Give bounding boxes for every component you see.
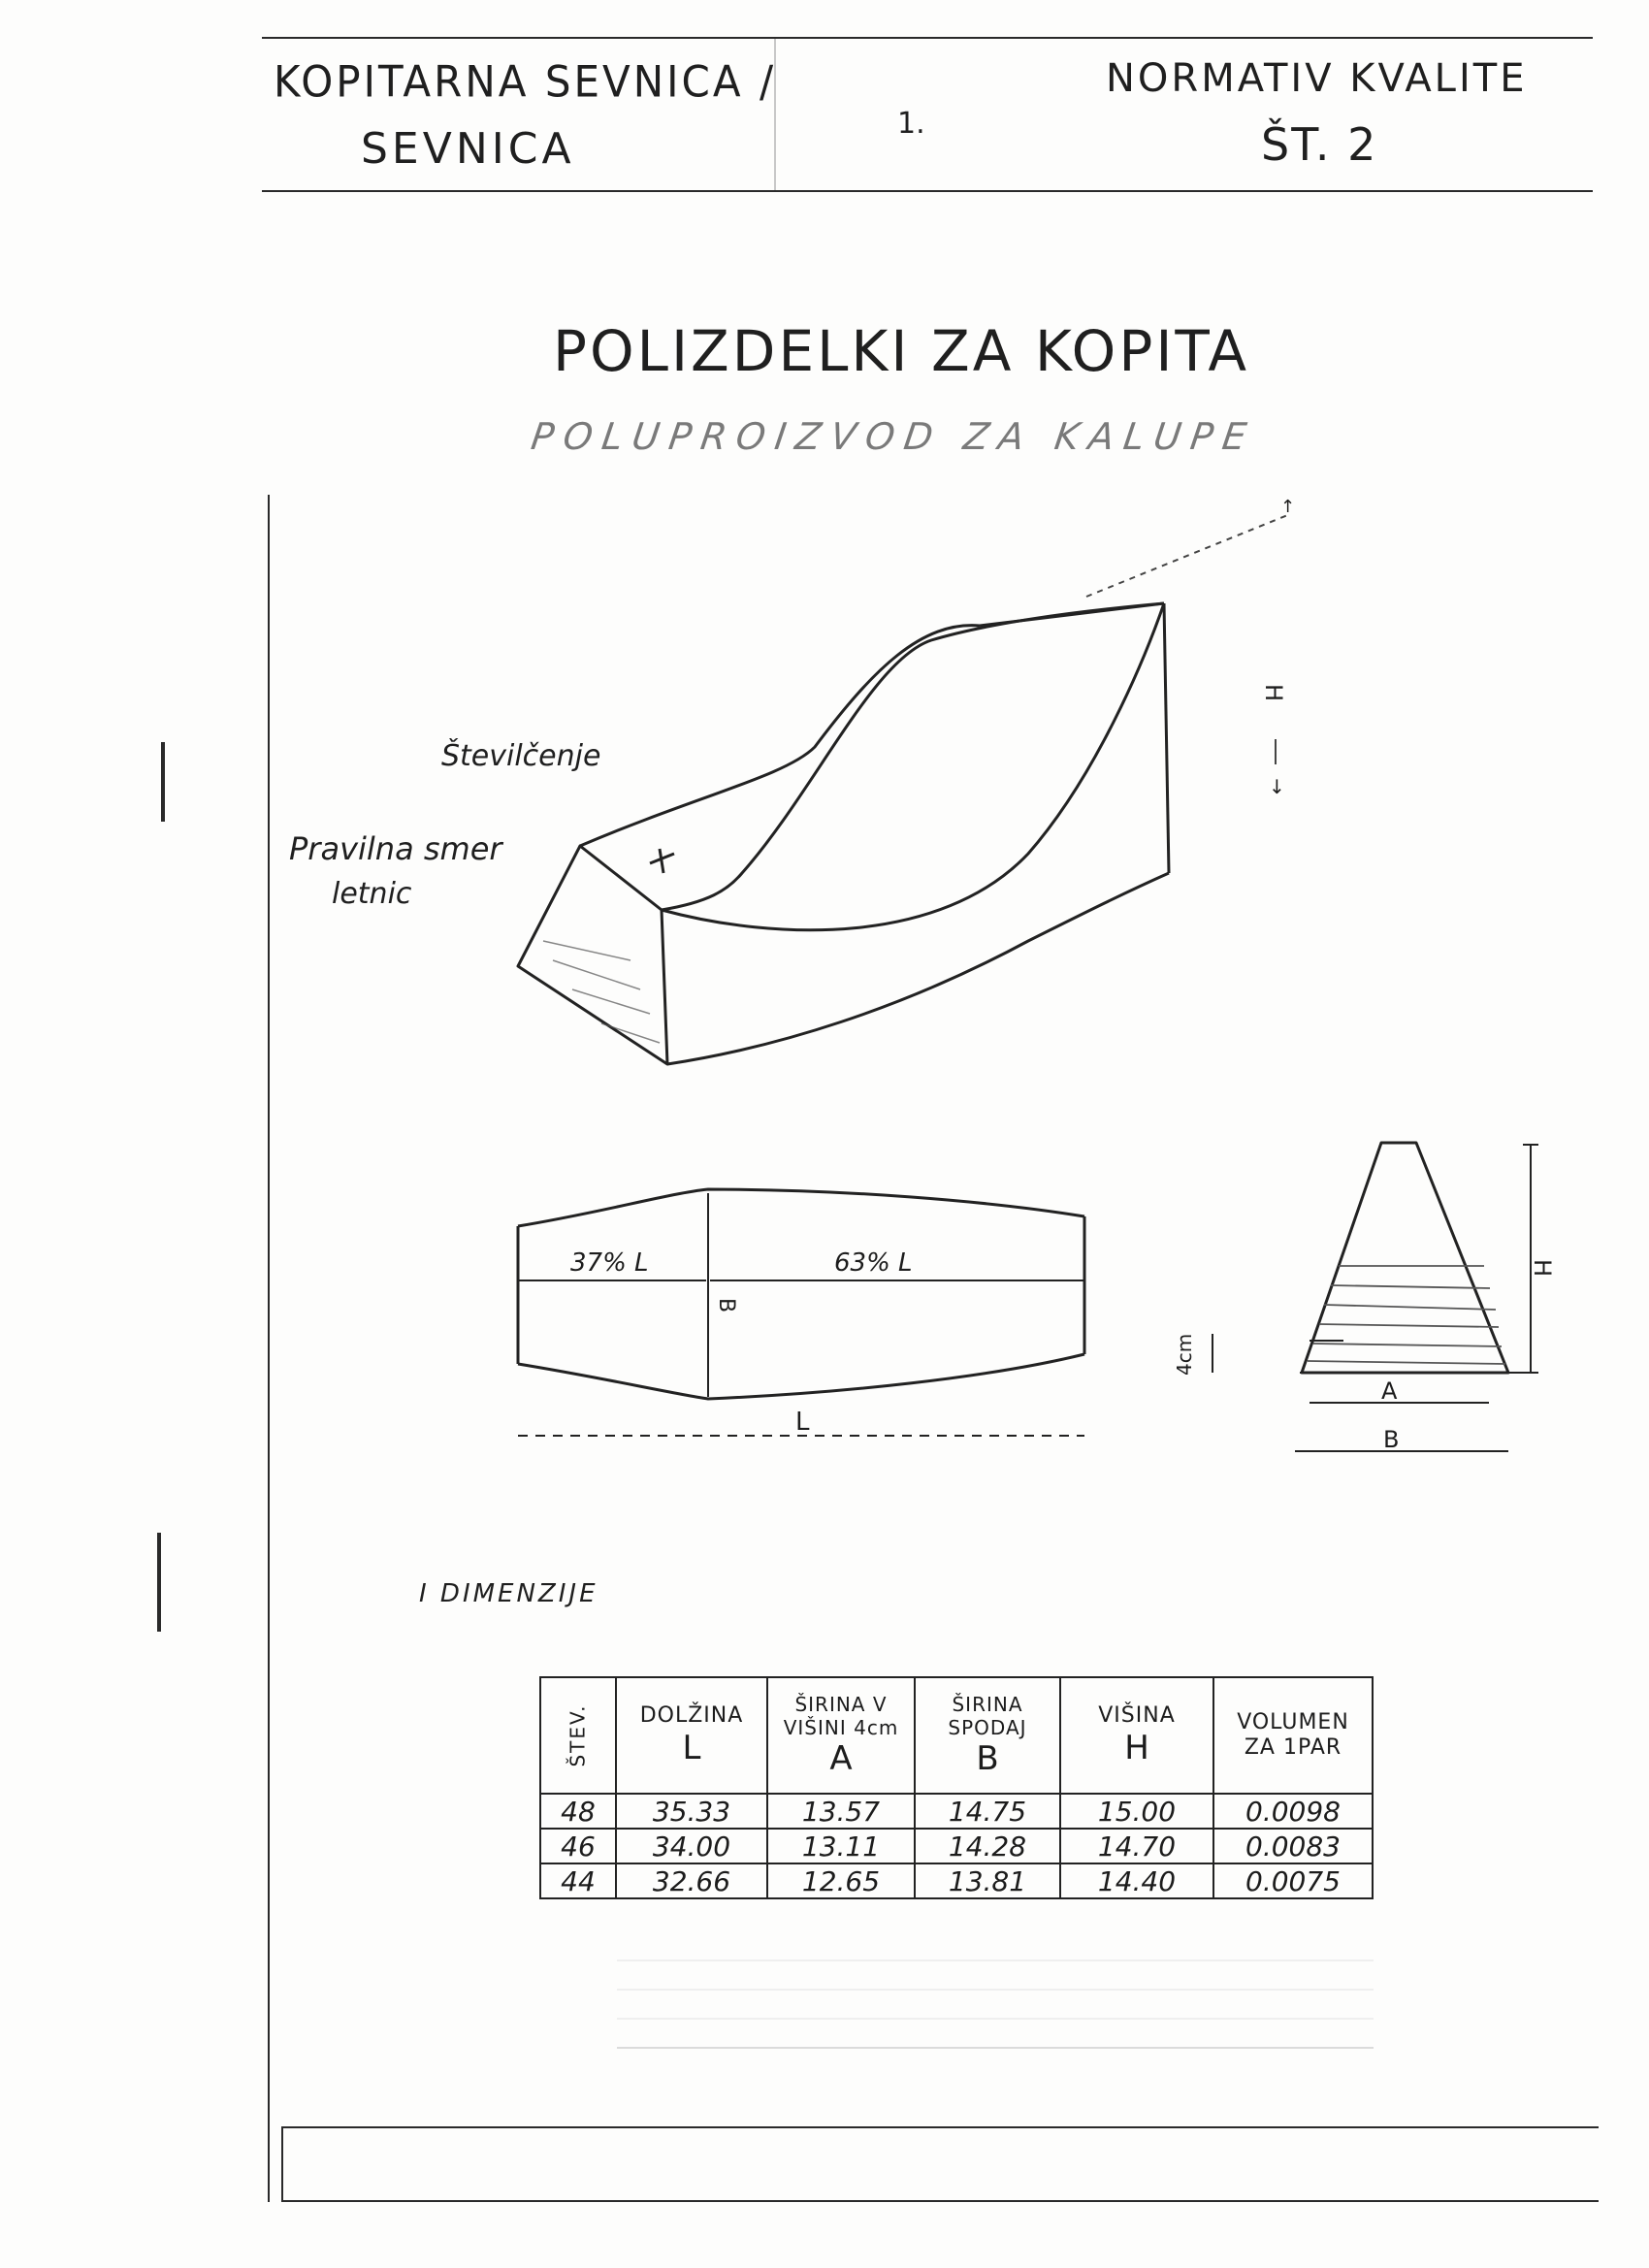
cell-height: 14.40: [1060, 1863, 1213, 1898]
block-3d-drawing: [485, 485, 1358, 1086]
header-width-top: ŠIRINA V VIŠINI 4cm A: [767, 1677, 915, 1794]
cell-volume: 0.0075: [1213, 1863, 1373, 1898]
table-row: [540, 1829, 1373, 1863]
binder-mark-bottom: [157, 1533, 161, 1632]
cell-length: 35.33: [616, 1794, 767, 1829]
table-header-row: [540, 1677, 1373, 1794]
header-length: DOLŽINA L: [616, 1677, 767, 1794]
cell-width-bottom: 14.75: [915, 1794, 1060, 1829]
cell-size: 48: [540, 1794, 616, 1829]
table-row: [540, 1794, 1373, 1829]
footer-left-line: [281, 2126, 283, 2202]
header-width-bottom: ŠIRINA SPODAJ B: [915, 1677, 1060, 1794]
document-type: NORMATIV KVALITE: [1106, 56, 1528, 101]
page-title: POLIZDELKI ZA KOPITA: [553, 318, 1250, 384]
block-bottom-edge: [667, 873, 1169, 1064]
height-label: H: [1260, 684, 1287, 702]
page-number: 1.: [897, 107, 925, 141]
cell-length: 34.00: [616, 1829, 767, 1863]
plan-view-drawing: [504, 1174, 1106, 1465]
handwritten-subtitle: POLUPROIZVOD ZA KALUPE: [528, 415, 1259, 458]
cross-section-drawing: [1164, 1125, 1571, 1474]
cell-height: 15.00: [1060, 1794, 1213, 1829]
block-side-curve: [662, 603, 1164, 930]
document-number: ŠT. 2: [1261, 118, 1378, 171]
cell-width-top: 13.57: [767, 1794, 915, 1829]
cell-width-bottom: 14.28: [915, 1829, 1060, 1863]
section-4cm-label: 4cm: [1173, 1333, 1196, 1376]
cell-width-top: 13.11: [767, 1829, 915, 1863]
plan-right-label: 63% L: [834, 1248, 913, 1278]
section-trapezoid: [1302, 1143, 1508, 1373]
svg-text:↑: ↑: [1280, 497, 1296, 517]
cell-width-bottom: 13.81: [915, 1863, 1060, 1898]
header-height: VIŠINA H: [1060, 1677, 1213, 1794]
faded-table-remnant: [617, 1940, 1374, 2049]
numbering-label: Številčenje: [441, 739, 601, 773]
footer-top-rule: [281, 2126, 1599, 2128]
cell-width-top: 12.65: [767, 1863, 915, 1898]
block-right-edge: [1164, 603, 1169, 873]
table-row: [540, 1863, 1373, 1898]
company-name: KOPITARNA SEVNICA /: [274, 56, 777, 108]
section-height-label: H: [1529, 1259, 1556, 1278]
svg-text:↓: ↓: [1269, 775, 1285, 798]
grain-direction-label: Pravilna smer: [289, 830, 502, 867]
cell-height: 14.70: [1060, 1829, 1213, 1863]
cell-size: 46: [540, 1829, 616, 1863]
page-left-margin-line: [268, 495, 270, 2202]
section-b-label: B: [1383, 1426, 1400, 1453]
plan-left-label: 37% L: [570, 1248, 649, 1278]
block-end-face: [518, 846, 667, 1064]
binder-mark-top: [161, 742, 165, 822]
cell-size: 44: [540, 1863, 616, 1898]
cell-length: 32.66: [616, 1863, 767, 1898]
dimensions-table: [539, 1676, 1374, 1899]
header-size-number: ŠTEV.: [540, 1677, 616, 1794]
header-bottom-rule: [262, 190, 1593, 192]
section-a-label: A: [1381, 1377, 1398, 1405]
plan-bottom-edge: [518, 1354, 1084, 1399]
cell-volume: 0.0098: [1213, 1794, 1373, 1829]
header-volume: VOLUMEN ZA 1PAR: [1213, 1677, 1373, 1794]
footer-bottom-rule: [281, 2200, 1599, 2202]
grain-direction-label-2: letnic: [332, 877, 412, 911]
plan-top-edge: [518, 1189, 1084, 1226]
company-town: SEVNICA: [361, 124, 575, 174]
header-top-rule: [262, 37, 1593, 39]
dimensions-section-label: I DIMENZIJE: [419, 1579, 598, 1608]
cell-volume: 0.0083: [1213, 1829, 1373, 1863]
block-saddle-curve: [662, 603, 1164, 910]
block-top-back-edge: [580, 626, 980, 846]
plan-width-label: B: [714, 1298, 738, 1313]
plan-length-label: L: [795, 1408, 810, 1437]
